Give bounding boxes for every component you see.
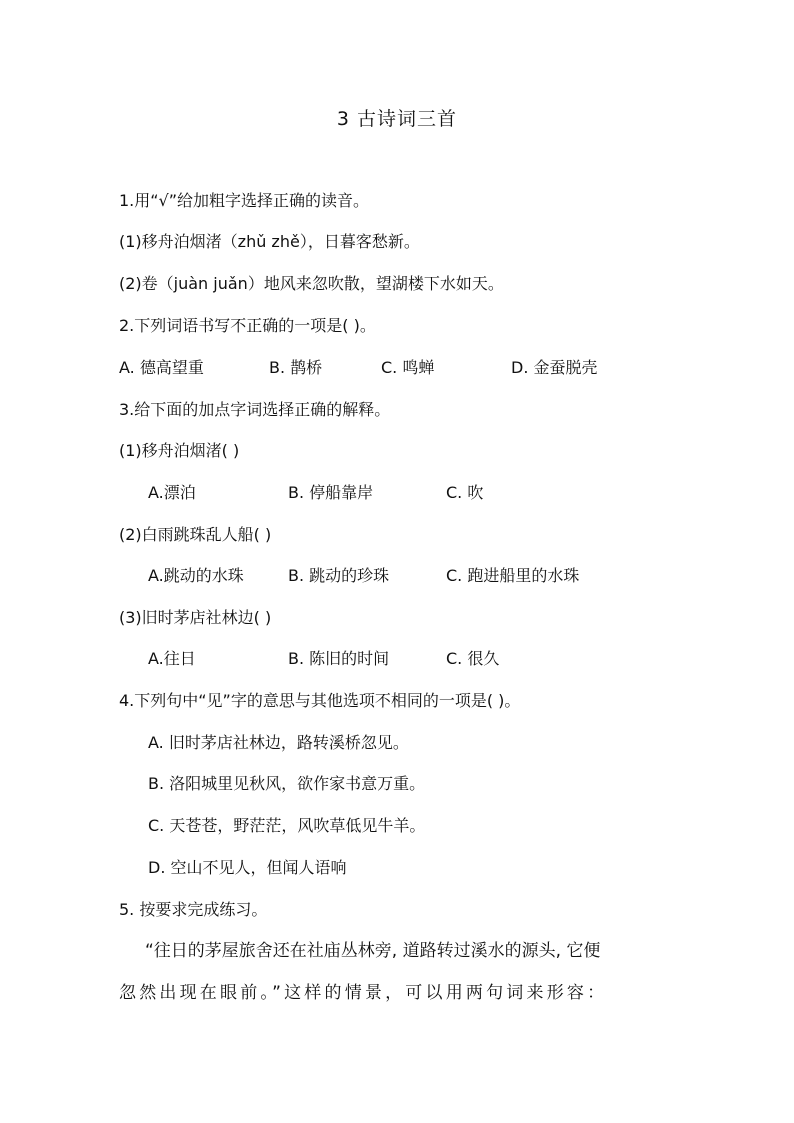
question-3-part-1-option-a: A.漂泊 <box>148 483 196 502</box>
question-3-part-3-option-b: B. 陈旧的时间 <box>288 649 390 668</box>
question-3-part-2-option-c: C. 跑进船里的水珠 <box>446 566 580 585</box>
question-3-part-2-option-a: A.跳动的水珠 <box>148 566 244 585</box>
question-2-stem: 2.下列词语书写不正确的一项是( )。 <box>119 316 376 335</box>
question-3-part-3-option-c: C. 很久 <box>446 649 500 668</box>
question-4-option-c: C. 天苍苍，野茫茫，风吹草低见牛羊。 <box>148 816 426 835</box>
question-2-option-a: A. 德高望重 <box>119 358 204 377</box>
question-1-item-2: (2)卷（juàn juǎn）地风来忽吹散，望湖楼下水如天。 <box>119 274 504 293</box>
question-5-passage-line-1: “往日的茅屋旅舍还在社庙丛林旁, 道路转过溪水的源头, 它便 <box>145 941 601 961</box>
question-2-option-c: C. 鸣蝉 <box>381 358 435 377</box>
question-1-stem: 1.用“√”给加粗字选择正确的读音。 <box>119 191 370 210</box>
question-4-option-a: A. 旧时茅店社林边，路转溪桥忽见。 <box>148 733 409 752</box>
question-4-option-d: D. 空山不见人，但闻人语响 <box>148 858 347 877</box>
question-2-option-b: B. 鹊桥 <box>269 358 323 377</box>
question-4-stem: 4.下列句中“见”字的意思与其他选项不相同的一项是( )。 <box>119 691 521 710</box>
question-3-part-2-option-b: B. 跳动的珍珠 <box>288 566 390 585</box>
question-1-item-1: (1)移舟泊烟渚（zhǔ zhě），日暮客愁新。 <box>119 232 420 251</box>
question-3-stem: 3.给下面的加点字词选择正确的解释。 <box>119 400 391 419</box>
question-3-part-1-option-c: C. 吹 <box>446 483 484 502</box>
question-5-passage-line-2: 忽然出现在眼前。”这样的情景，可以用两句词来形容： <box>119 983 608 1003</box>
question-2-option-d: D. 金蚕脱壳 <box>511 358 598 377</box>
page-title: 3 古诗词三首 <box>336 108 458 130</box>
question-3-part-1: (1)移舟泊烟渚( ) <box>119 441 240 460</box>
question-4-option-b: B. 洛阳城里见秋风，欲作家书意万重。 <box>148 774 426 793</box>
question-3-part-3-option-a: A.往日 <box>148 649 196 668</box>
question-3-part-1-option-b: B. 停船靠岸 <box>288 483 374 502</box>
question-3-part-2: (2)白雨跳珠乱人船( ) <box>119 525 272 544</box>
question-3-part-3: (3)旧时茅店社林边( ) <box>119 608 272 627</box>
question-5-stem: 5. 按要求完成练习。 <box>119 900 268 919</box>
